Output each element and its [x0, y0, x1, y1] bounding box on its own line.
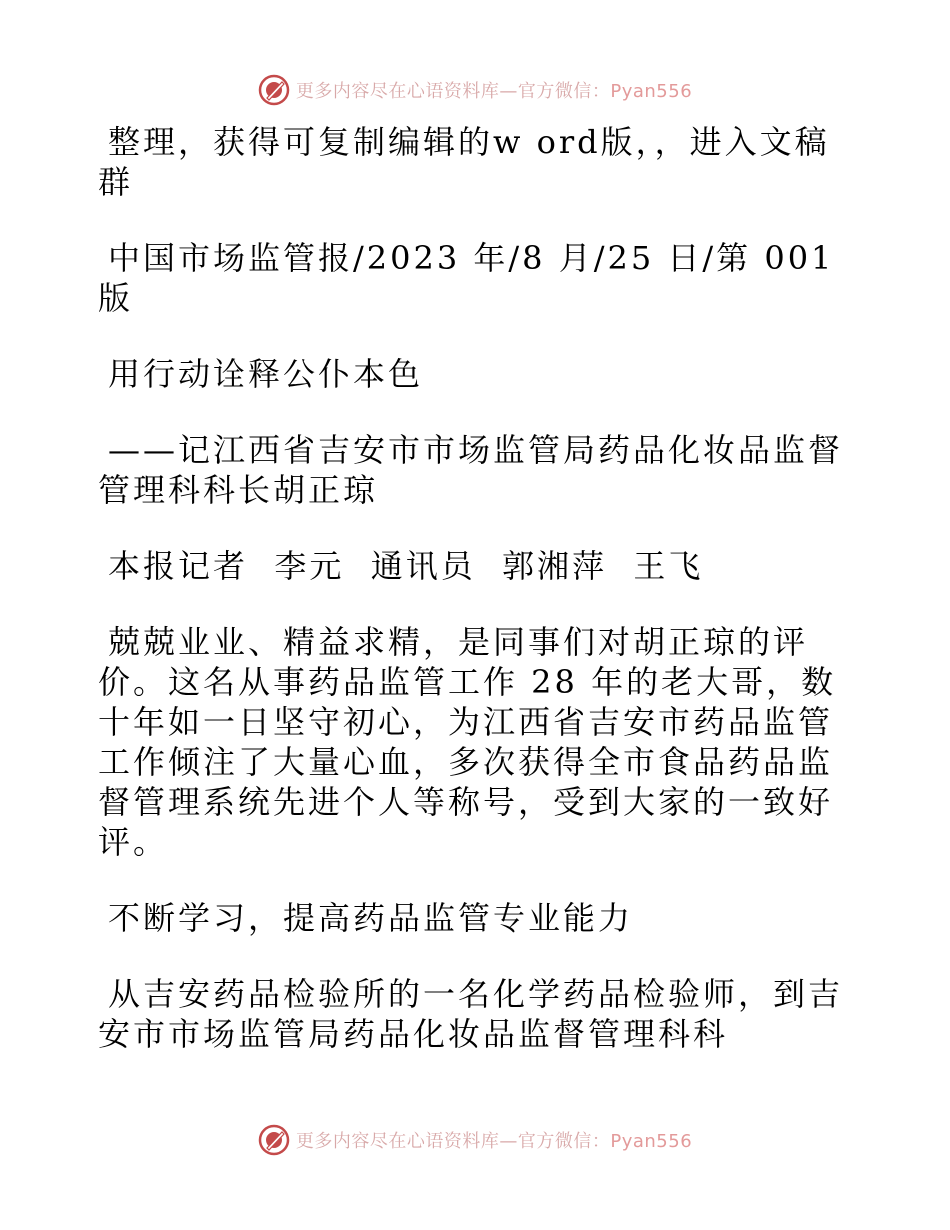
- header-watermark: [0, 70, 950, 110]
- article-title: 用行动诠释公仆本色: [108, 355, 424, 393]
- paragraph-body-2: 从吉安药品检验所的一名化学药品检验师，到吉安市市场监管局药品化妆品监督管理科科: [98, 975, 844, 1053]
- article-subtitle: ——记江西省吉安市市场监管局药品化妆品监督管理科科长胡正琼: [98, 431, 844, 509]
- watermark-text: 更多内容尽在心语资料库—官方微信：Pyan556: [295, 81, 693, 102]
- watermark-text: 更多内容尽在心语资料库—官方微信：Pyan556: [295, 1131, 693, 1152]
- article-byline: 本报记者 李元 通讯员 郭湘萍 王飞: [108, 547, 704, 585]
- document-body: [98, 122, 858, 1054]
- footer-watermark: [0, 1120, 950, 1160]
- watermark-wechat-id: Pyan556: [610, 1131, 693, 1152]
- paragraph-body-1: 兢兢业业、精益求精，是同事们对胡正琼的评价。这名从事药品监管工作 28 年的老大哥，数十年如一日坚守初心，为江西省吉安市药品监管工作倾注了大量心血，多次获得全市食品药品监督管理系统先进个人等称号，受到大家的一致好评。: [98, 623, 837, 861]
- watermark-wechat-id: Pyan556: [610, 81, 693, 102]
- section-heading: 不断学习，提高药品监管专业能力: [108, 899, 634, 937]
- pen-logo-icon: [258, 74, 290, 106]
- pen-logo-icon: [258, 1124, 290, 1156]
- paragraph-source: 中国市场监管报/2023 年/8 月/25 日/第 001 版: [98, 239, 848, 317]
- paragraph-intro: 整理，获得可复制编辑的w ord版，，进入文稿群: [98, 123, 830, 201]
